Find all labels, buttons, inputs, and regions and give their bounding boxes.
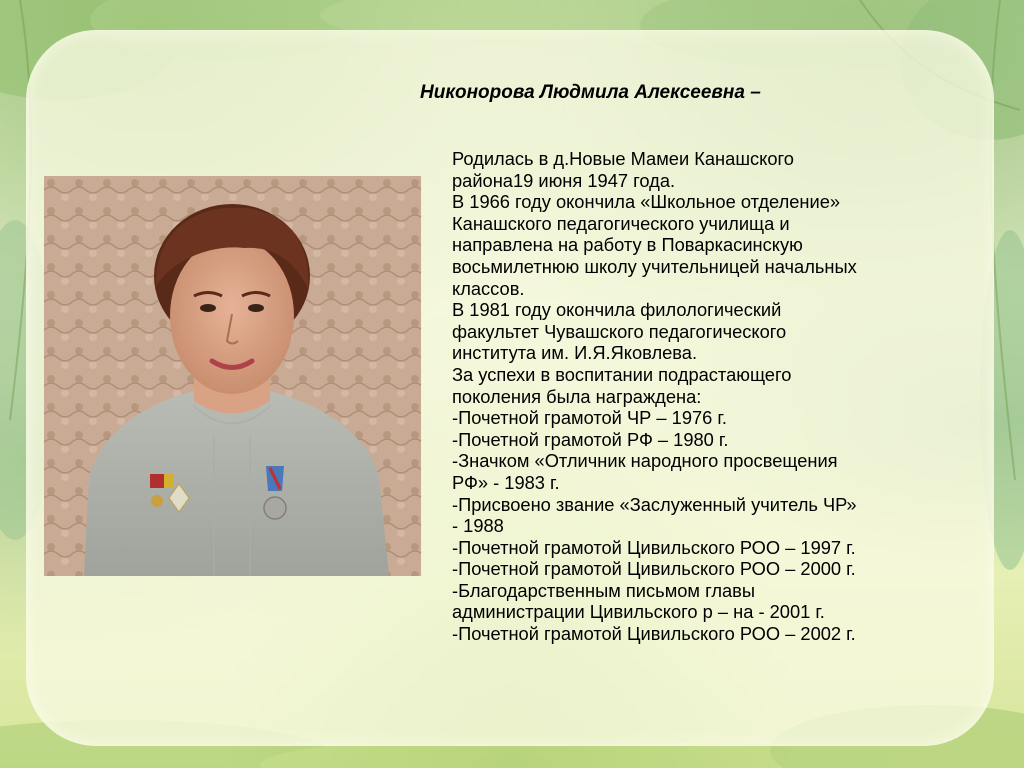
bio-line: администрации Цивильского р – на - 2001 г. xyxy=(452,601,825,623)
bio-line: направлена на работу в Поваркасинскую xyxy=(452,234,803,256)
bio-line: - 1988 xyxy=(452,515,504,537)
bio-line: За успехи в воспитании подрастающего xyxy=(452,363,792,385)
bio-line: -Значком «Отличник народного просвещения xyxy=(452,450,838,472)
bio-line: В 1966 году окончила «Школьное отделение» xyxy=(452,191,841,213)
bio-line: -Присвоено звание «Заслуженный учитель ЧР» xyxy=(452,493,857,515)
bio-line: -Почетной грамотой ЧР – 1976 г. xyxy=(452,407,727,429)
page-title: Никонорова Людмила Алексеевна – xyxy=(420,82,761,103)
bio-line: Родилась в д.Новые Мамеи Канашского xyxy=(452,148,794,169)
bio-line: Канашского педагогического училища и xyxy=(452,212,790,234)
bio-line: -Благодарственным письмом главы xyxy=(452,579,756,601)
bio-line: района19 июня 1947 года. xyxy=(452,169,676,191)
bio-line: -Почетной грамотой Цивильского РОО – 1997 г. xyxy=(452,536,856,558)
bio-line: классов. xyxy=(452,277,525,299)
bio-line: восьмилетнюю школу учительницей начальных xyxy=(452,255,857,277)
bio-line: РФ» - 1983 г. xyxy=(452,471,560,493)
bio-line: В 1981 году окончила филологический xyxy=(452,299,782,321)
bio-line: института им. И.Я.Яковлева. xyxy=(452,342,698,364)
bio-line: -Почетной грамотой РФ – 1980 г. xyxy=(452,428,729,450)
portrait-image xyxy=(44,176,421,576)
portrait-photo xyxy=(44,176,421,576)
bio-line: -Почетной грамотой Цивильского РОО – 2000 г. xyxy=(452,558,856,580)
bio-line: поколения была награждена: xyxy=(452,385,702,407)
biography-text xyxy=(452,148,972,645)
bio-line: -Почетной грамотой Цивильского РОО – 2002 г. xyxy=(452,623,856,645)
bio-line: факультет Чувашского педагогического xyxy=(452,320,787,342)
